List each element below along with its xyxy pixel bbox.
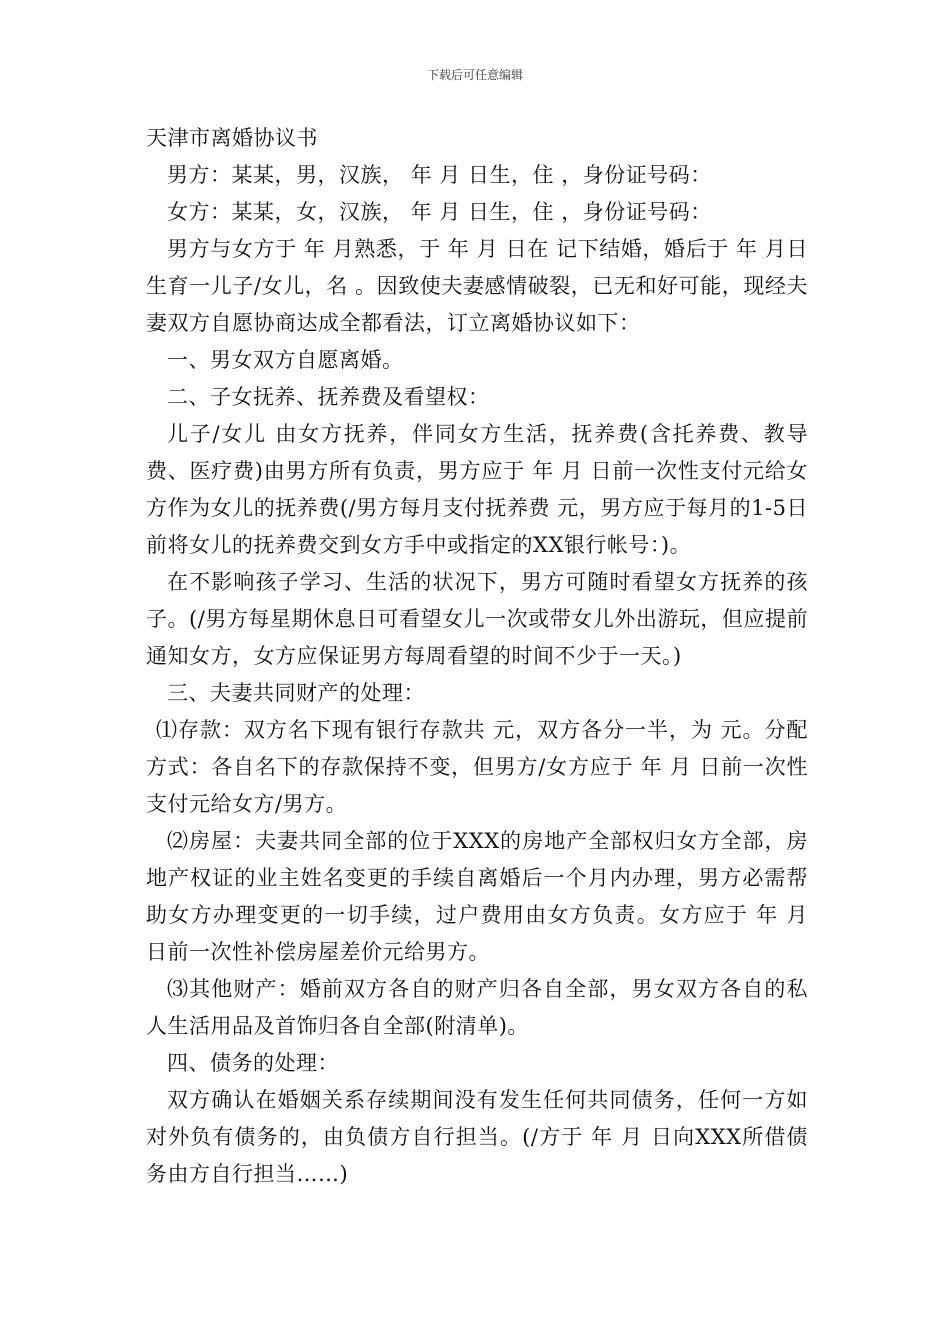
- document-title: 天津市离婚协议书: [146, 126, 318, 150]
- paragraph-visitation: 在不影响孩子学习、生活的状况下，男方可随时看望女方抚养的孩子。(/男方每星期休息日可看望女儿一次或带女儿外出游玩，但应提前通知女方，女方应保证男方每周看望的时间不少于一天。): [146, 570, 808, 668]
- paragraph-house: ⑵房屋：夫妻共同全部的位于XXX的房地产全部权归女方全部，房地产权证的业主姓名变更的手续自离婚后一个月内办理，男方必需帮助女方办理变更的一切手续，过户费用由女方负责。女方应于 年 月 日前一次性补偿房屋差价元给男方。: [146, 829, 808, 964]
- paragraph-background: 男方与女方于 年 月熟悉，于 年 月 日在 记下结婚，婚后于 年 月日生育一儿子/女儿，名 。因致使夫妻感情破裂，已无和好可能，现经夫妻双方自愿协商达成全都看法，订立离婚协议如下：: [146, 237, 808, 335]
- paragraph-child-support: 儿子/女儿 由女方抚养，伴同女方生活，抚养费(含托养费、教导费、医疗费)由男方所有负责，男方应于 年 月 日前一次性支付元给女方作为女儿的抚养费(/男方每月支付抚养费 元，男方应于每月的1-5日前将女儿的抚养费交到女方手中或指定的XX银行帐号：)。: [146, 422, 808, 557]
- section-heading-3: 三、夫妻共同财产的处理：: [167, 681, 425, 705]
- paragraph-debts: 双方确认在婚姻关系存续期间没有发生任何共同债务，任何一方如对外负有债务的，由负债方自行担当。(/方于 年 月 日向XXX所借债务由方自行担当……): [146, 1088, 808, 1186]
- section-heading-4: 四、债务的处理：: [167, 1051, 339, 1075]
- document-body: [146, 120, 808, 1193]
- paragraph-other-property: ⑶其他财产：婚前双方各自的财产归各自全部，男女双方各自的私人生活用品及首饰归各自全部(附清单)。: [146, 977, 808, 1038]
- header-note: 下载后可任意编辑: [426, 68, 523, 82]
- paragraph-deposits: ⑴存款：双方名下现有银行存款共 元，双方各分一半，为 元。分配方式：各自名下的存款保持不变，但男方/女方应于 年 月 日前一次性支付元给女方/男方。: [146, 718, 808, 816]
- section-heading-2: 二、子女抚养、抚养费及看望权：: [167, 385, 490, 409]
- paragraph-female-party: 女方：某某，女，汉族， 年 月 日生，住 ，身份证号码：: [167, 200, 712, 224]
- paragraph-male-party: 男方：某某，男，汉族， 年 月 日生，住 ，身份证号码：: [167, 163, 712, 187]
- section-heading-1: 一、男女双方自愿离婚。: [167, 348, 404, 372]
